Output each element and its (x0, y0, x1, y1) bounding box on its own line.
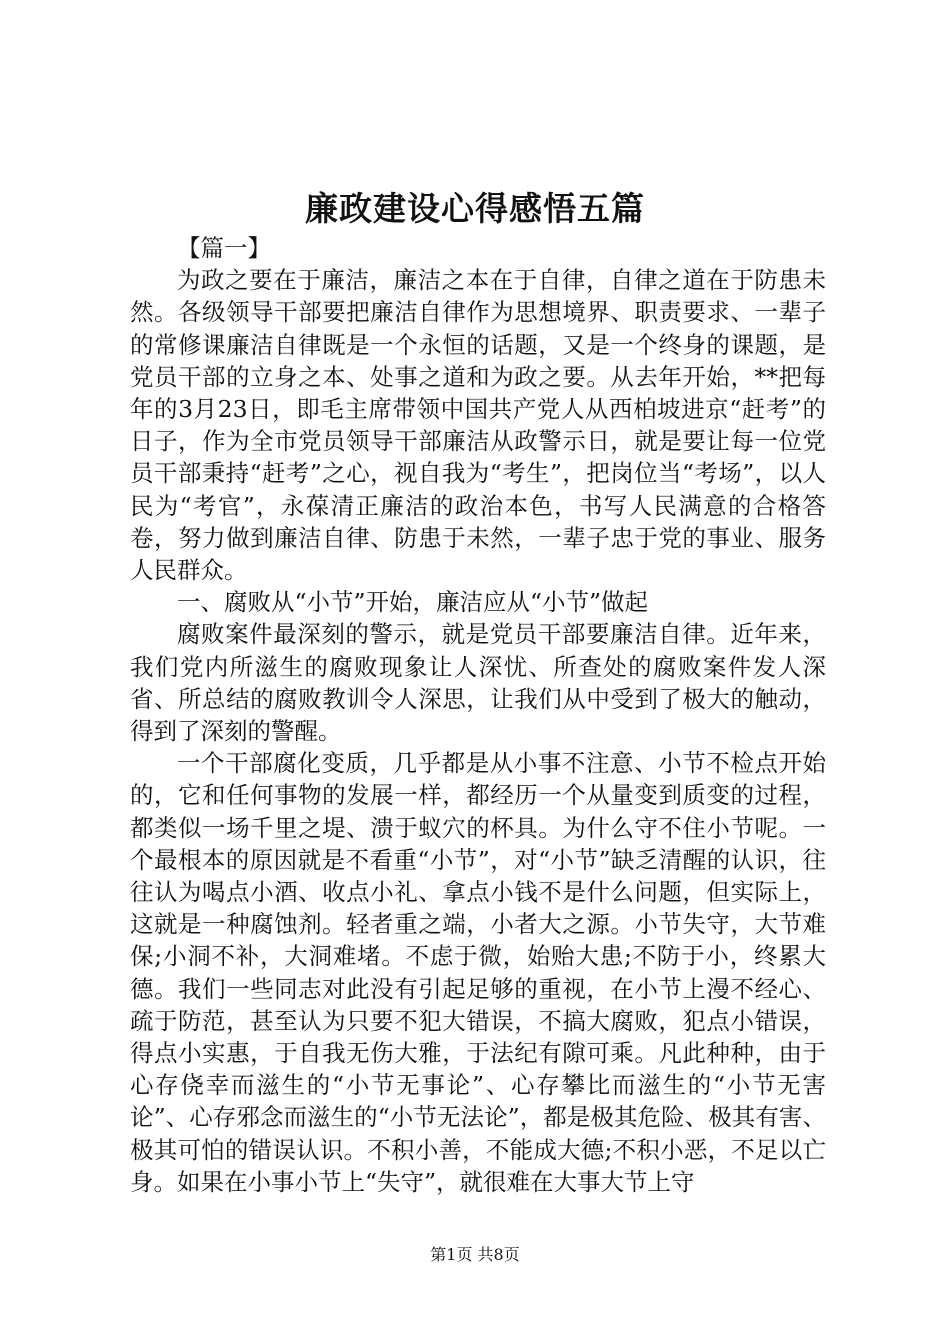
section-label: 【篇一】 (177, 234, 271, 262)
document-title: 廉政建设心得感悟五篇 (305, 189, 645, 228)
paragraph-warning: 腐败案件最深刻的警示，就是党员干部要廉洁自律。近年来，我们党内所滋生的腐败现象让人深忧、所查处的腐败案件发人深省、所总结的腐败教训令人深思，让我们从中受到了极大的触动，得到了深刻的警醒。 (130, 620, 826, 746)
paragraph-small-details: 一个干部腐化变质，几乎都是从小事不注意、小节不检点开始的，它和任何事物的发展一样，都经历一个从量变到质变的过程，都类似一场千里之堤、溃于蚁穴的杯具。为什么守不住小节呢。一个最根本的原因就是不看重“小节”，对“小节”缺乏清醒的认识，往往认为喝点小酒、收点小礼、拿点小钱不是什么问题，但实际上，这就是一种腐蚀剂。轻者重之端，小者大之源。小节失守，大节难保;小洞不补，大洞难堵。不虑于微，始贻大患;不防于小，终累大德。我们一些同志对此没有引起足够的重视，在小节上漫不经心、疏于防范，甚至认为只要不犯大错误，不搞大腐败，犯点小错误，得点小实惠，于自我无伤大雅，于法纪有隙可乘。凡此种种，由于心存侥幸而滋生的“小节无事论”、心存攀比而滋生的“小节无害论”、心存邪念而滋生的“小节无法论”，都是极其危险、极其有害、极其可怕的错误认识。不积小善，不能成大德;不积小恶，不足以亡身。如果在小事小节上“失守”，就很难在大事大节上守 (130, 749, 826, 1196)
section-heading: 一、腐败从“小节”开始，廉洁应从“小节”做起 (177, 588, 649, 617)
document-body (130, 232, 826, 1198)
page-footer: 第1页 共8页 (430, 1245, 520, 1264)
paragraph-intro: 为政之要在于廉洁，廉洁之本在于自律，自律之道在于防患未然。各级领导干部要把廉洁自律作为思想境界、职责要求、一辈子的常修课廉洁自律既是一个永恒的话题，又是一个终身的课题，是党员干部的立身之本、处事之道和为政之要。从去年开始，**把每年的3月23日，即毛主席带领中国共产党人从西柏坡进京“赶考”的日子，作为全市党员领导干部廉洁从政警示日，就是要让每一位党员干部秉持“赶考”之心，视自我为“考生”，把岗位当“考场”，以人民为“考官”，永葆清正廉洁的政治本色，书写人民满意的合格答卷，努力做到廉洁自律、防患于未然，一辈子忠于党的事业、服务人民群众。 (130, 266, 826, 585)
